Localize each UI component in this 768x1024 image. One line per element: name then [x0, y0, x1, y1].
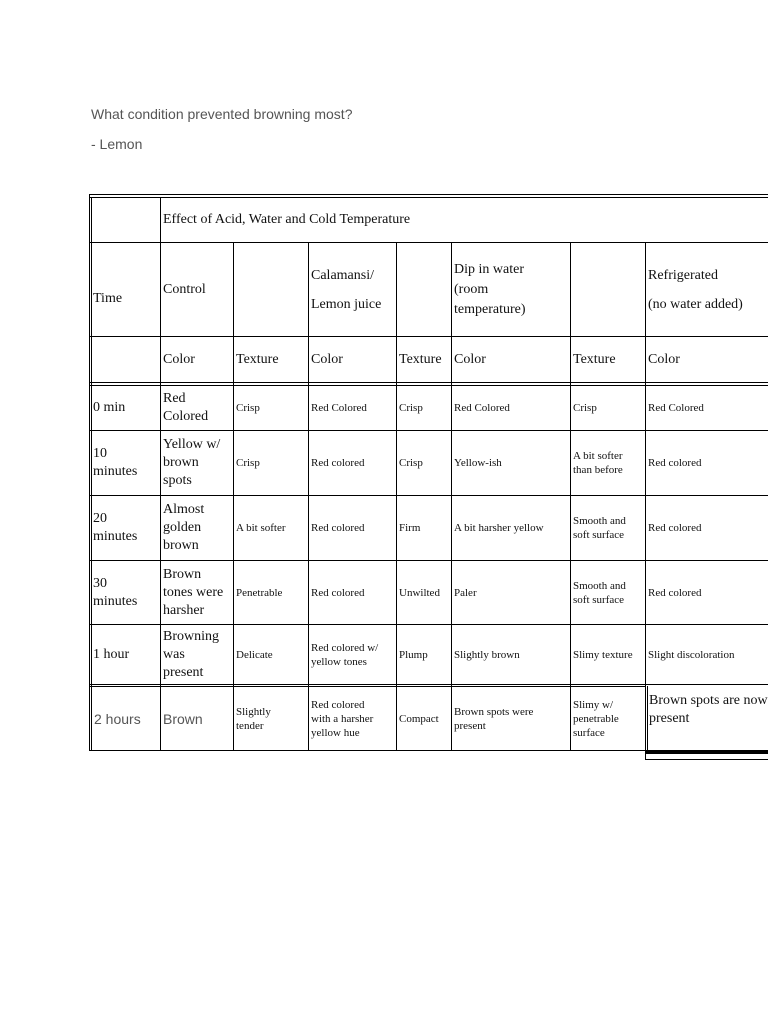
cell-calamansi-texture: Crisp: [399, 402, 423, 414]
cell-calamansi-color: Red colored w/ yellow tones: [311, 641, 379, 668]
cell-control-color: Yellow w/ brown spots: [163, 437, 221, 488]
cell-refrigerated-color: Red colored: [648, 522, 702, 534]
cell-calamansi-color: Red colored: [311, 522, 365, 534]
cell-time: 10 minutes: [93, 446, 138, 479]
cell-time: 30 minutes: [93, 575, 138, 609]
cell-control-color: Red Colored: [163, 391, 209, 424]
subheader-calamansi-color: Color: [311, 351, 343, 367]
header-refrigerated: Refrigerated (no water added): [648, 267, 743, 312]
table-title: Effect of Acid, Water and Cold Temperature: [163, 212, 411, 227]
header-control: Control: [163, 281, 206, 297]
header-time: Time: [93, 290, 123, 306]
cell-calamansi-texture: Crisp: [399, 457, 423, 469]
cell-dip-texture: Crisp: [573, 402, 597, 414]
cell-dip-color: Slightly brown: [454, 648, 520, 661]
cell-calamansi-color: Red colored: [311, 586, 365, 599]
table-rule: [90, 382, 768, 383]
subheader-control-texture: Texture: [236, 351, 279, 367]
cell-refrigerated-color: Slight discoloration: [648, 648, 735, 661]
cell-refrigerated-color: Brown spots are now present: [649, 693, 768, 726]
cell-control-texture: A bit softer: [236, 522, 286, 534]
cell-dip-color: Red Colored: [454, 402, 510, 414]
subheader-dip-texture: Texture: [573, 351, 616, 367]
cell-control-color: Almost golden brown: [163, 502, 205, 553]
subheader-control-color: Color: [163, 351, 195, 367]
header-dip-in-water: Dip in water (room temperature): [454, 261, 526, 317]
cell-calamansi-color: Red colored: [311, 457, 365, 469]
cell-refrigerated-color: Red colored: [648, 586, 702, 599]
cell-control-color: Brown tones were harsher: [163, 566, 224, 618]
cell-time: 0 min: [93, 400, 126, 415]
cell-calamansi-texture: Compact: [399, 712, 439, 725]
cell-control-color: Browning was present: [163, 628, 219, 680]
cell-time: 20 minutes: [93, 511, 138, 544]
cell-calamansi-texture: Firm: [399, 522, 421, 534]
cell-control-texture: Slightly tender: [236, 705, 271, 732]
cell-dip-color: Brown spots were present: [454, 705, 534, 732]
cell-dip-color: Paler: [454, 586, 477, 599]
table-rule: [646, 750, 768, 754]
cell-dip-color: A bit harsher yellow: [454, 522, 544, 534]
question-text: What condition prevented browning most?: [91, 106, 353, 122]
table-rule: [89, 194, 768, 195]
header-calamansi: Calamansi/ Lemon juice: [311, 267, 382, 312]
cell-calamansi-color: Red colored with a harsher yellow hue: [311, 698, 374, 739]
cell-refrigerated-color: Red Colored: [648, 402, 704, 414]
cell-control-texture: Crisp: [236, 402, 260, 414]
cell-control-color: Brown: [163, 710, 203, 727]
cell-calamansi-texture: Plump: [399, 648, 428, 661]
table-rule: [90, 750, 646, 751]
subheader-dip-color: Color: [454, 351, 486, 367]
cell-dip-texture: Smooth and soft surface: [573, 515, 626, 541]
cell-dip-color: Yellow-ish: [454, 457, 502, 469]
table-rule: [89, 194, 90, 751]
subheader-calamansi-texture: Texture: [399, 351, 442, 367]
cell-time: 1 hour: [93, 646, 130, 662]
cell-dip-texture: Smooth and soft surface: [573, 579, 626, 606]
table-rule: [646, 759, 768, 760]
cell-refrigerated-color: Red colored: [648, 457, 702, 469]
cell-control-texture: Crisp: [236, 457, 260, 469]
cell-control-texture: Penetrable: [236, 586, 283, 599]
cell-time: 2 hours: [94, 710, 141, 727]
answer-text: - Lemon: [91, 136, 143, 152]
cell-dip-texture: Slimy w/ penetrable surface: [573, 698, 619, 739]
subheader-refrigerated-color: Color: [648, 351, 680, 367]
cell-dip-texture: A bit softer than before: [573, 450, 623, 476]
cell-control-texture: Delicate: [236, 648, 273, 661]
table-rule: [90, 684, 768, 685]
cell-calamansi-color: Red Colored: [311, 402, 367, 414]
cell-calamansi-texture: Unwilted: [399, 586, 440, 599]
cell-dip-texture: Slimy texture: [573, 648, 633, 661]
